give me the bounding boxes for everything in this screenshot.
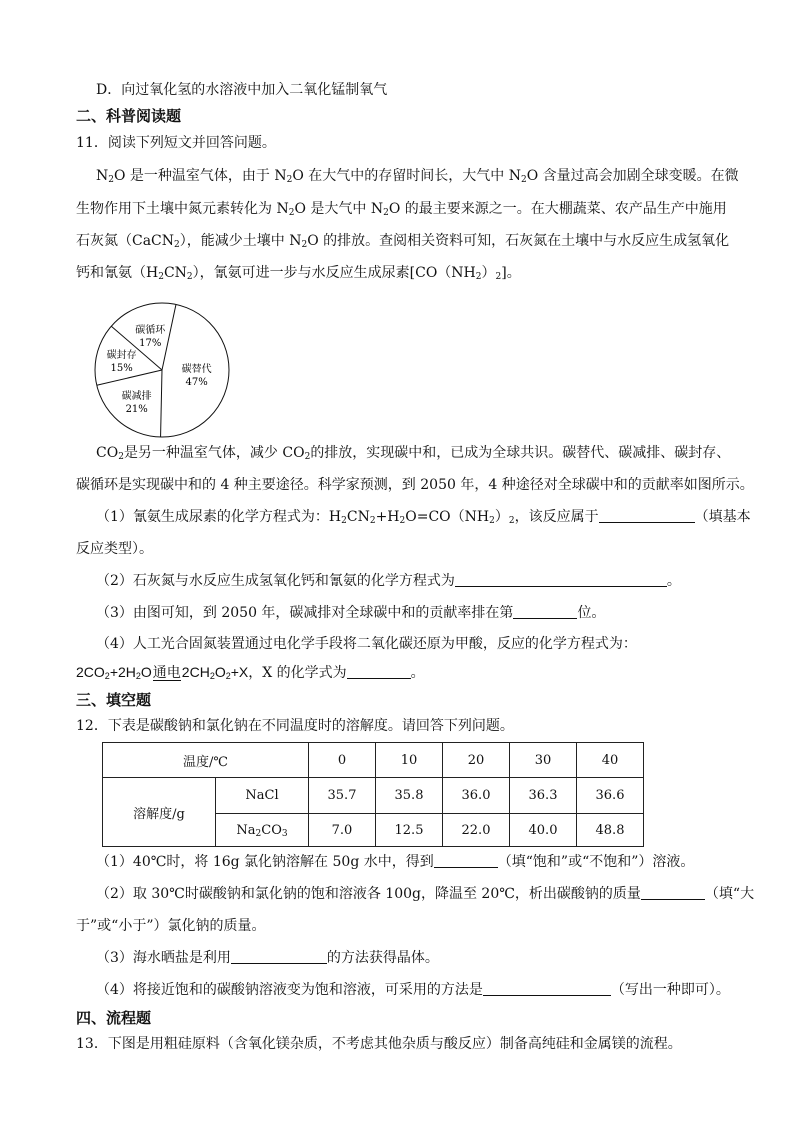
answer-blank[interactable] xyxy=(641,885,705,900)
table-cell: 22.0 xyxy=(443,814,510,847)
answer-blank[interactable] xyxy=(483,981,611,996)
q11-part-3: （3）由图可知，到 2050 年，碳减排对全球碳中和的贡献率排在第 位。 xyxy=(96,605,606,621)
pie-slice-value: 47% xyxy=(185,377,208,389)
answer-blank[interactable] xyxy=(455,572,667,587)
table-header-temp: 30 xyxy=(510,743,577,778)
section-heading-2: 二、科普阅读题 xyxy=(76,107,182,125)
pie-slice-value: 15% xyxy=(110,363,133,375)
answer-blank[interactable] xyxy=(513,604,577,619)
question-13-title: 13．下图是用粗硅原料（含氧化镁杂质，不考虑其他杂质与酸反应）制备高纯硅和金属镁的流程。 xyxy=(76,1036,682,1052)
pie-slice-value: 17% xyxy=(139,338,162,350)
solubility-table xyxy=(102,742,644,847)
answer-blank[interactable] xyxy=(599,508,695,523)
table-cell: 36.6 xyxy=(577,778,644,814)
q12-part-1: （1）40℃时，将 16g 氯化钠溶解在 50g 水中，得到 （填“饱和”或“不饱和”）溶液。 xyxy=(96,854,695,870)
table-header-temp: 20 xyxy=(443,743,510,778)
table-cell: 35.7 xyxy=(309,778,376,814)
table-cell: 7.0 xyxy=(309,814,376,847)
pie-slice-label xyxy=(122,389,152,415)
table-cell: 12.5 xyxy=(376,814,443,847)
pie-slice-name: 碳减排 xyxy=(121,391,152,403)
pie-chart xyxy=(92,300,232,440)
equation-line: $2CO_2+2H_2O$ 通电 $2CH_2O_2+X$，X 的化学式为 。 xyxy=(76,664,425,681)
row-group-label: 溶解度/g xyxy=(103,778,216,847)
q12-part-2: （2）取 30℃时碳酸钠和氯化钠的饱和溶液各 100g，降温至 20℃，析出碳酸钠的质量 （填“大 xyxy=(96,886,755,902)
table-header-label: 温度/℃ xyxy=(103,743,309,778)
pie-slice-label xyxy=(107,348,137,374)
para-line-1: $N_2O$ 是一种温室气体，由于 $N_2O$ 在大气中的存留时间长，大气中 $N_2O$ 含量过高会加剧全球变暖。在微 xyxy=(96,168,739,185)
q12-part-4: （4）将接近饱和的碳酸钠溶液变为饱和溶液，可采用的方法是 （写出一种即可）。 xyxy=(96,982,730,998)
table-header-temp: 10 xyxy=(376,743,443,778)
pie-slice-label xyxy=(182,362,212,388)
answer-blank[interactable] xyxy=(434,853,498,868)
table-cell: 36.3 xyxy=(510,778,577,814)
question-12-title: 12．下表是碳酸钠和氯化钠在不同温度时的溶解度。请回答下列问题。 xyxy=(76,718,514,734)
q12-part-3: （3）海水晒盐是利用 的方法获得晶体。 xyxy=(96,950,439,966)
section-heading-4: 四、流程题 xyxy=(76,1009,152,1027)
pie-slice-name: 碳封存 xyxy=(106,350,137,362)
table-header-temp: 0 xyxy=(309,743,376,778)
table-row xyxy=(103,778,644,814)
pie-slice-name: 碳循环 xyxy=(135,325,166,337)
section-heading-3: 三、填空题 xyxy=(76,691,152,709)
table-cell: 36.0 xyxy=(443,778,510,814)
para-line-3: 石灰氮（CaCN$_2$），能减少土壤中 $N_2O$ 的排放。查阅相关资料可知，石灰氮在土壤中与水反应生成氢氧化 xyxy=(76,233,730,250)
para-line-5: $CO_2$是另一种温室气体，减少 $CO_2$的排放，实现碳中和，已成为全球共识。碳替代、碳减排、碳封存、 xyxy=(96,445,731,462)
pie-slice-value: 21% xyxy=(125,404,148,416)
q12-part-2-cont: 于”或“小于”）氯化钠的质量。 xyxy=(76,918,266,934)
answer-blank[interactable] xyxy=(347,664,411,679)
table-cell: 35.8 xyxy=(376,778,443,814)
answer-blank[interactable] xyxy=(231,949,327,964)
q11-part-2: （2）石灰氮与水反应生成氢氧化钙和氰氨的化学方程式为 。 xyxy=(96,573,681,589)
pie-slice-name: 碳替代 xyxy=(181,364,212,376)
option-d: D．向过氧化氢的水溶液中加入二氧化锰制氧气 xyxy=(96,82,388,98)
question-11-title: 11．阅读下列短文并回答问题。 xyxy=(76,135,276,151)
row-label: NaCl xyxy=(216,778,309,814)
reaction-condition: 通电 xyxy=(153,665,181,683)
para-line-4: 钙和氰氨$(H_2CN_2)$，氰氨可进一步与水反应生成尿素$[CO(NH_2)_2]$。 xyxy=(76,265,521,282)
para-line-2: 生物作用下土壤中氮元素转化为 $N_2O$ 是大气中 $N_2O$ 的最主要来源之一。在大棚蔬菜、农产品生产中施用 xyxy=(76,201,727,218)
table-cell: 48.8 xyxy=(577,814,644,847)
para-line-6: 碳循环是实现碳中和的 4 种主要途径。科学家预测，到 2050 年，4 种途径对全球碳中和的贡献率如图所示。 xyxy=(76,477,754,493)
table-header-temp: 40 xyxy=(577,743,644,778)
q11-part-1-cont: 反应类型）。 xyxy=(76,541,153,557)
row-label: $Na_2CO_3$ xyxy=(216,814,309,847)
q11-part-4: （4）人工光合固氮装置通过电化学手段将二氧化碳还原为甲酸，反应的化学方程式为： xyxy=(96,636,637,652)
q11-part-1: （1）氰氨生成尿素的化学方程式为：$H_2CN_2+H_2O=CO(NH_2)_2$，该反应属于 （填基本 xyxy=(96,509,751,526)
table-cell: 40.0 xyxy=(510,814,577,847)
